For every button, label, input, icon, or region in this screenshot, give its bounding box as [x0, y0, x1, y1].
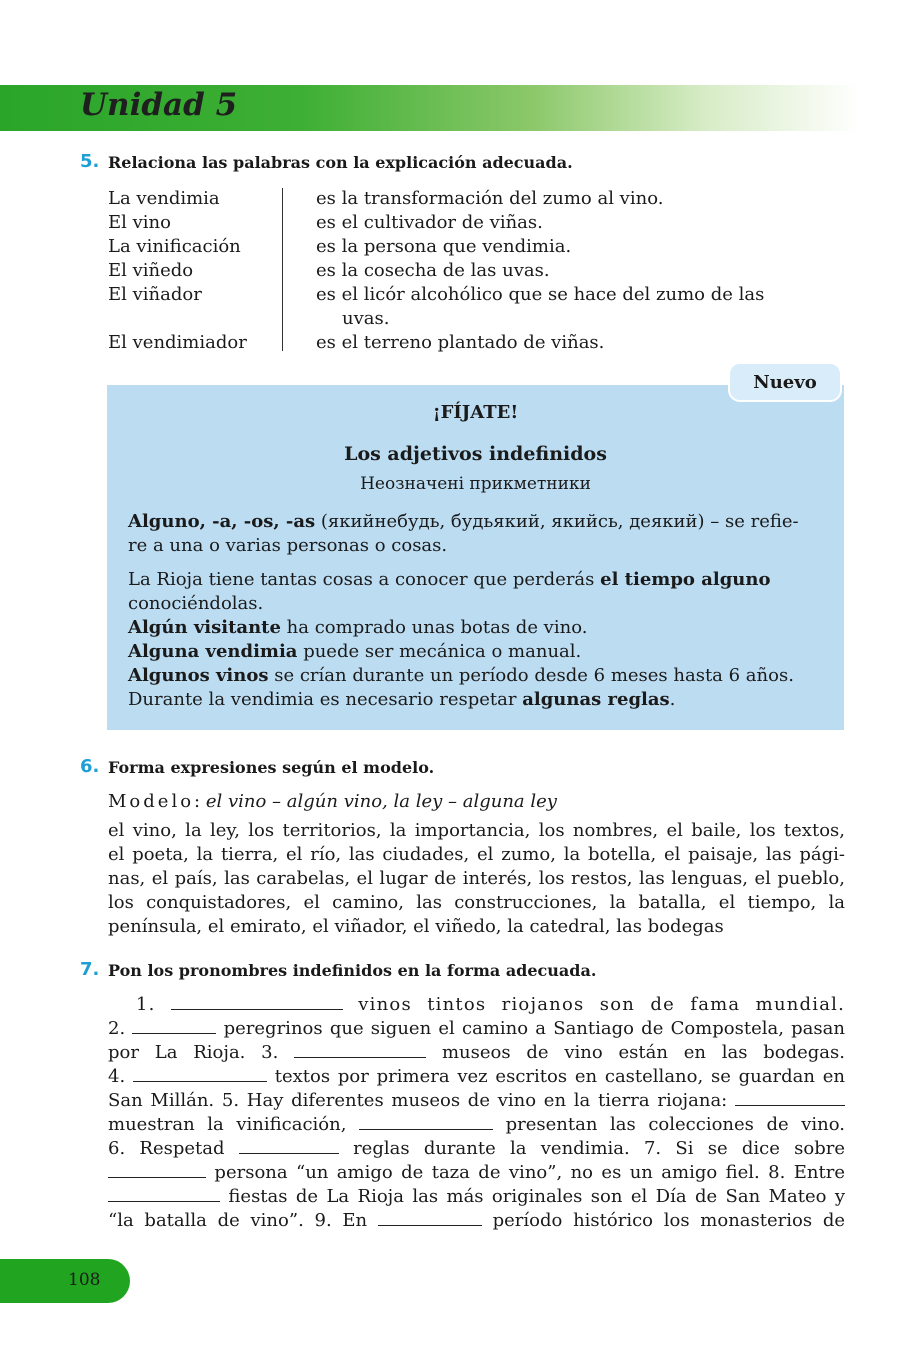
match-definition — [280, 283, 848, 331]
exercise-line — [108, 1137, 845, 1161]
example-highlight: el tiempo alguno — [600, 569, 771, 590]
exercise-text: San Millán. 5. Hay diferentes museos de vino en la tierra riojana: — [108, 1090, 728, 1111]
exercise-text: “la batalla de vino”. 9. En — [108, 1210, 368, 1231]
example-text: puede ser mecánica o manual. — [297, 641, 582, 662]
exercise-line — [108, 1113, 845, 1137]
match-definition: es el terreno plantado de viñas. — [316, 332, 605, 353]
match-word: La vendimia — [108, 188, 220, 209]
exercise-6-number: 6. — [80, 756, 100, 777]
exercise-text: 1. — [136, 994, 156, 1015]
answer-blank[interactable] — [294, 1043, 426, 1058]
answer-blank[interactable] — [359, 1115, 493, 1130]
exercise-line — [108, 1041, 845, 1065]
exercise-6-title: Forma expresiones según el modelo. — [108, 758, 435, 777]
page-number-tab — [0, 1259, 130, 1303]
example-text: Durante la vendimia es necesario respetar — [128, 689, 523, 710]
exercise-text: por La Rioja. 3. — [108, 1042, 279, 1063]
exercise-5-title: Relaciona las palabras con la explicación adecuada. — [108, 153, 573, 172]
match-word: El viñedo — [108, 260, 194, 281]
example-text: La Rioja tiene tantas cosas a conocer que perderás — [128, 569, 601, 590]
match-row — [108, 235, 848, 259]
match-definition: es la persona que vendimia. — [316, 236, 572, 257]
answer-blank[interactable] — [171, 995, 343, 1010]
example-text: . — [669, 689, 676, 710]
exercise-6-word-list — [108, 819, 845, 939]
exercise-line — [108, 1089, 845, 1113]
exercise-text: textos por primera vez escritos en castellano, se guardan en — [274, 1066, 845, 1087]
note-subheading: Los adjetivos indefinidos — [344, 443, 607, 465]
answer-blank[interactable] — [108, 1187, 220, 1202]
example-highlight: algunas reglas — [522, 689, 670, 710]
match-row — [108, 259, 848, 283]
note-rule-line — [128, 510, 826, 534]
match-word: El vino — [108, 212, 171, 233]
exercise-text: vinos tintos riojanos son de fama mundial. — [358, 994, 846, 1015]
nuevo-tab: Nuevo — [728, 362, 842, 402]
answer-blank[interactable] — [108, 1163, 206, 1178]
exercise-text: museos de vino están en las bodegas. — [441, 1042, 846, 1063]
note-rule-line: re a una o varias personas o cosas. — [128, 535, 448, 556]
example-highlight: Algunos vinos — [128, 665, 269, 686]
match-definition-line: es el licór alcohólico que se hace del zumo de las — [316, 284, 765, 305]
exercise-line — [108, 1017, 845, 1041]
match-word: El vendimiador — [108, 332, 247, 353]
answer-blank[interactable] — [735, 1091, 845, 1106]
example-highlight: Algún visitante — [128, 617, 281, 638]
match-row — [108, 283, 848, 331]
note-example-line — [128, 688, 826, 712]
exercise-7-title: Pon los pronombres indefinidos en la forma adecuada. — [108, 961, 597, 980]
exercise-5-number: 5. — [80, 151, 100, 172]
note-rule — [128, 510, 826, 558]
word-list-line: nas, el país, las carabelas, el lugar de interés, los restos, las lenguas, el pueblo, — [108, 868, 845, 889]
answer-blank[interactable] — [133, 1067, 267, 1082]
note-example-line — [128, 664, 826, 688]
note-example-line — [128, 616, 826, 640]
answer-blank[interactable] — [239, 1139, 339, 1154]
exercise-7-number: 7. — [80, 959, 100, 980]
match-word: El viñador — [108, 284, 202, 305]
model-label: Modelo — [108, 791, 195, 812]
exercise-text: 6. Respetad — [108, 1138, 225, 1159]
exercise-text: muestran la vinificación, — [108, 1114, 347, 1135]
note-example-line — [128, 568, 826, 592]
exercise-line — [108, 1185, 845, 1209]
rule-term: Alguno, -a, -os, -as — [128, 511, 316, 532]
note-example-line: conociéndolas. — [128, 593, 264, 614]
model-example — [108, 791, 557, 812]
note-examples — [128, 568, 826, 712]
exercise-line — [108, 993, 845, 1017]
unit-title: Unidad 5 — [80, 87, 238, 123]
answer-blank[interactable] — [378, 1211, 482, 1226]
word-list-line: los conquistadores, el camino, las construcciones, la batalla, el tiempo, la — [108, 892, 845, 913]
example-text: se crían durante un período desde 6 meses hasta 6 años. — [268, 665, 794, 686]
exercise-text: 4. — [108, 1066, 126, 1087]
exercise-text: peregrinos que siguen el camino a Santiago de Compostela, pasan — [223, 1018, 845, 1039]
exercise-text: persona “un amigo de taza de vino”, no es un amigo fiel. 8. Entre — [214, 1162, 845, 1183]
exercise-line — [108, 1209, 845, 1233]
exercise-text: presentan las colecciones de vino. — [505, 1114, 846, 1135]
example-text: ha comprado unas botas de vino. — [280, 617, 588, 638]
exercise-line — [108, 1065, 845, 1089]
match-row — [108, 211, 848, 235]
match-row — [108, 331, 848, 355]
exercise-text: período histórico los monasterios de — [492, 1210, 845, 1231]
match-definition: es la cosecha de las uvas. — [316, 260, 550, 281]
note-example-line — [128, 640, 826, 664]
model-colon: : — [194, 791, 206, 812]
match-definition-line: uvas. — [342, 308, 390, 329]
model-text: el vino – algún vino, la ley – alguna ley — [205, 791, 557, 812]
exercise-line — [108, 1161, 845, 1185]
exercise-text: 2. — [108, 1018, 126, 1039]
note-subheading-translation: Неозначені прикметники — [360, 474, 591, 494]
exercise-text: fiestas de La Rioja las más originales son el Día de San Mateo y — [228, 1186, 846, 1207]
word-list-line: el vino, la ley, los territorios, la importancia, los nombres, el baile, los textos, — [108, 820, 845, 841]
match-table — [108, 187, 848, 355]
exercise-7-text — [108, 993, 845, 1233]
match-row — [108, 187, 848, 211]
match-definition: es la transformación del zumo al vino. — [316, 188, 664, 209]
example-highlight: Alguna vendimia — [128, 641, 298, 662]
match-word: La vinificación — [108, 236, 241, 257]
word-list-line: el poeta, la tierra, el río, las ciudades, el zumo, la botella, el paisaje, las pági- — [108, 844, 845, 865]
match-definition: es el cultivador de viñas. — [316, 212, 543, 233]
answer-blank[interactable] — [132, 1019, 216, 1034]
word-list-line: península, el emirato, el viñador, el viñedo, la catedral, las bodegas — [108, 916, 724, 937]
exercise-text: reglas durante la vendimia. 7. Si se dice sobre — [353, 1138, 845, 1159]
page-number: 108 — [68, 1270, 101, 1290]
note-heading: ¡FÍJATE! — [432, 402, 519, 423]
rule-translation: (якийнебудь, будьякий, якийсь, деякий) – se refie- — [315, 511, 799, 532]
